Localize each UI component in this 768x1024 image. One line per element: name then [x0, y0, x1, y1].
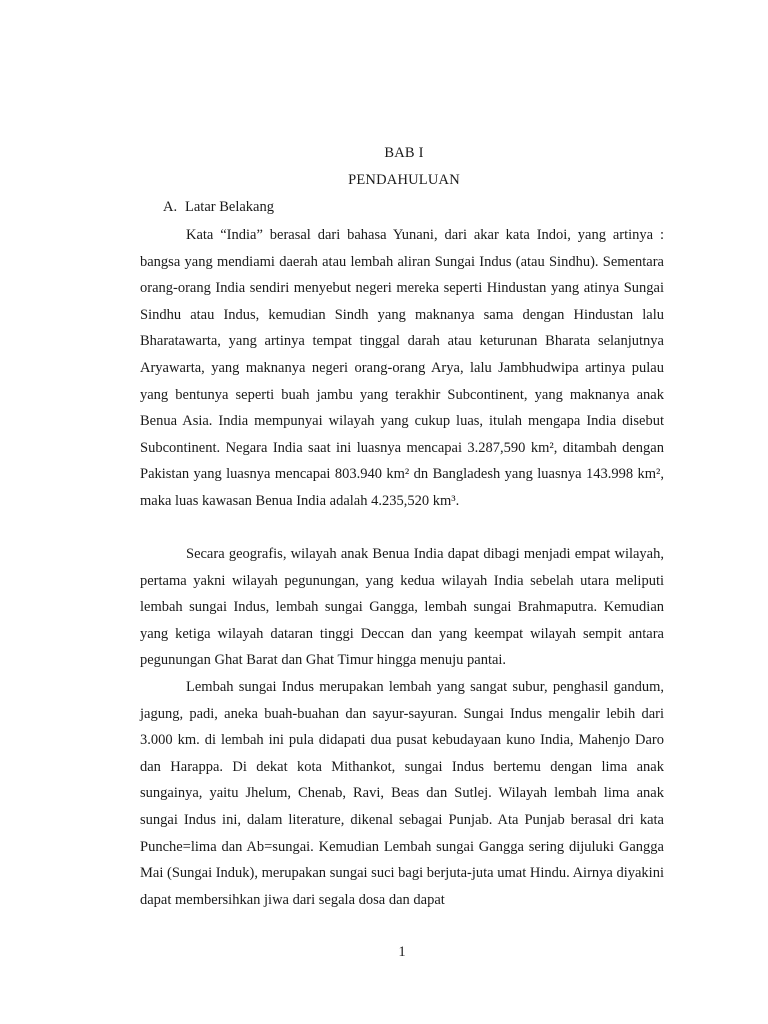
section-marker: A. [163, 199, 178, 215]
paragraph-3: Lembah sungai Indus merupakan lembah yang sangat subur, penghasil gandum, jagung, padi, aneka buah-buahan dan sayur-sayuran. Sungai Indus mengalir lebih dari 3.000 km. di lembah ini pula didapati dua pusat kebudayaan kuno India, Mahenjo Daro dan Harappa. Di dekat kota Mithankot, sungai Indus bertemu dengan lima anak sungainya, yaitu Jhelum, Chenab, Ravi, Beas dan Sutlej. Wilayah lembah lima anak sungai Indus ini, dalam literature, dikenal sebagai Punjab. Ata Punjab berasal dri kata Punche=lima dan Ab=sungai. Kemudian Lembah sungai Gangga sering dijuluki Gangga Mai (Sungai Induk), merupakan sungai suci bagi berjuta-juta umat Hindu. Airnya diyakini dapat membersihkan jiwa dari segala dosa dan dapat [140, 679, 664, 908]
paragraph-1: Kata “India” berasal dari bahasa Yunani, dari akar kata Indoi, yang artinya : bangsa yang mendiami daerah atau lembah aliran Sungai Indus (atau Sindhu). Sementara orang-orang India sendiri menyebut negeri mereka seperti Hindustan yang atinya Sungai Sindhu atau Indus, kemudian Sindh yang maknanya sama dengan Hindustan lalu Bharatawarta, yang artinya tempat tinggal darah atau keturunan Bharata selanjutnya Aryawarta, yang maknanya negeri orang-orang Arya, lalu Jambhudwipa artinya pulau yang bentunya seperti buah jambu yang terakhir Subcontinent, yang maknanya anak Benua Asia. India mempunyai wilayah yang cukup luas, itulah mengapa India disebut Subcontinent. Negara India saat ini luasnya mencapai 3.287,590 km², ditambah dengan Pakistan yang luasnya mencapai 803.940 km² dn Bangladesh yang luasnya 143.998 km², maka luas kawasan Benua India adalah 4.235,520 km³. [140, 227, 664, 509]
chapter-heading: BAB I [384, 145, 424, 161]
paragraph-2: Secara geografis, wilayah anak Benua India dapat dibagi menjadi empat wilayah, pertama yakni wilayah pegunungan, yang kedua wilayah India sebelah utara meliputi lembah sungai Indus, lembah sungai Gangga, lembah sungai Brahmaputra. Kemudian yang ketiga wilayah dataran tinggi Deccan dan yang keempat wilayah sempit antara pegunungan Ghat Barat dan Ghat Timur hingga menuju pantai. [140, 546, 664, 669]
chapter-title: PENDAHULUAN [348, 172, 460, 188]
section-heading [163, 199, 274, 216]
page-number: 1 [398, 944, 406, 960]
section-label: Latar Belakang [185, 199, 274, 215]
